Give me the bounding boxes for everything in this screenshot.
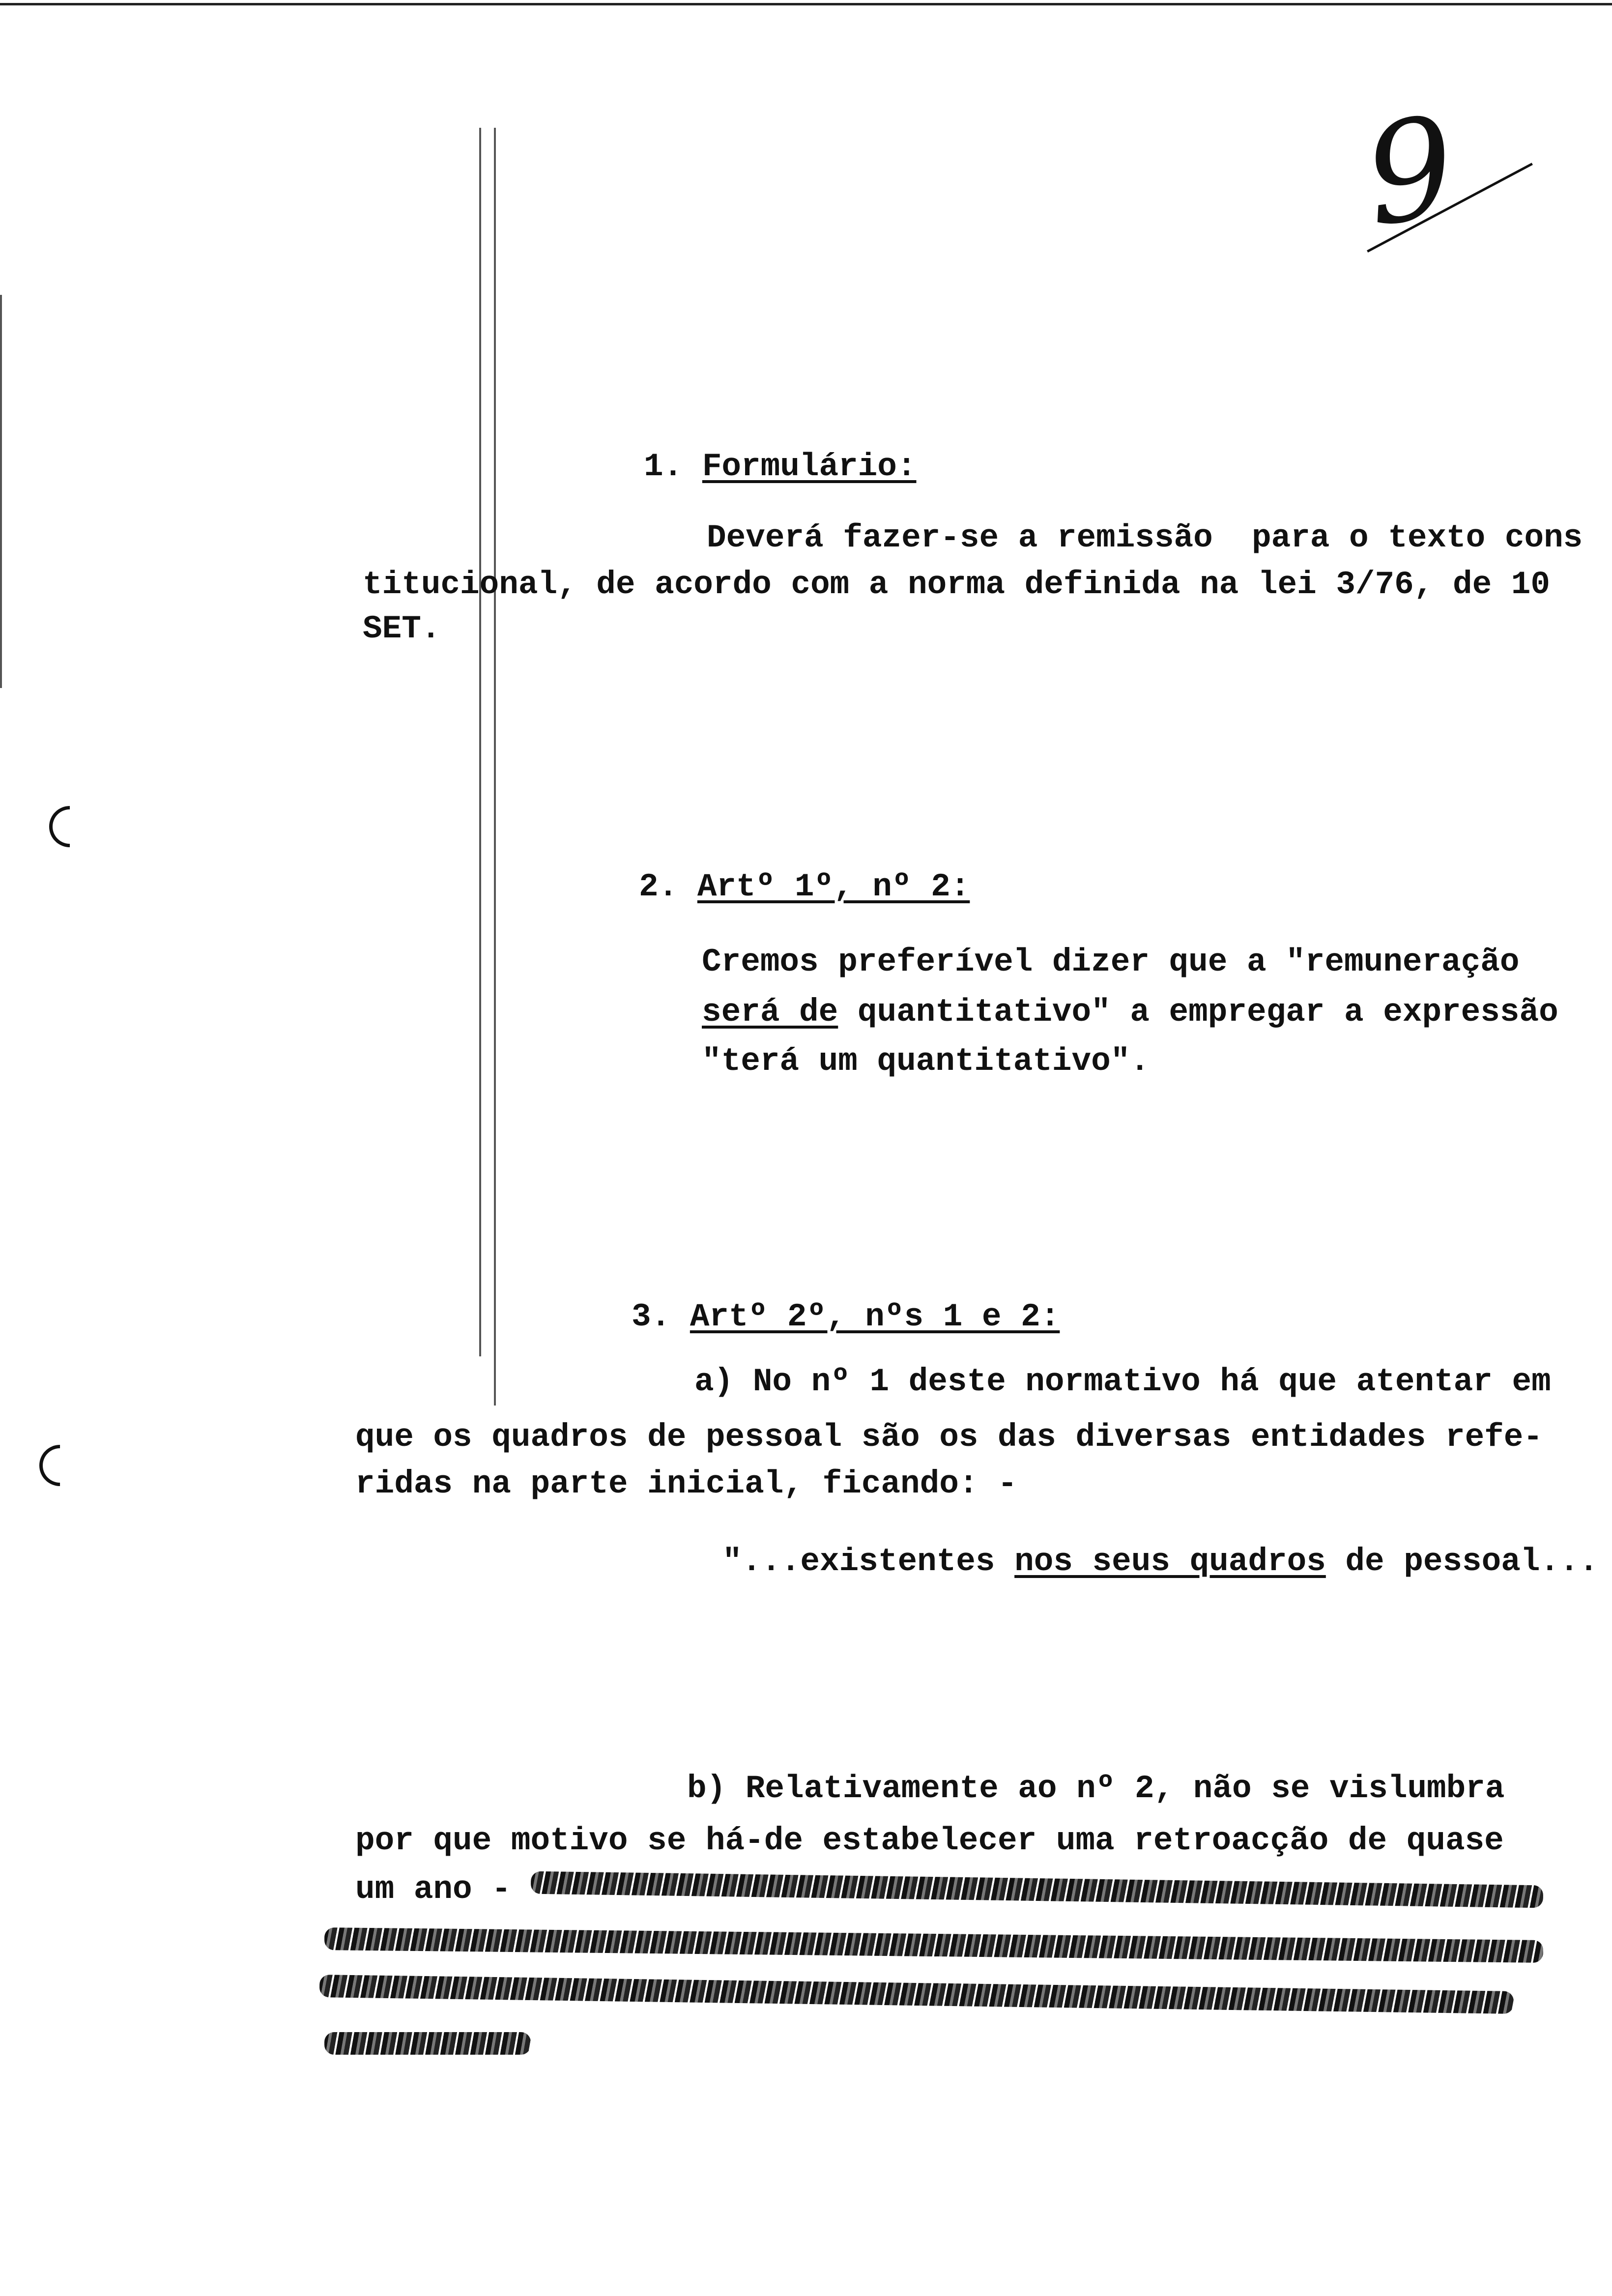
handwritten-page-mark: 9 [1355,86,1465,258]
section-title: Artº 2º, nºs 1 e 2: [690,1298,1060,1335]
scan-artifact-line [494,128,496,1406]
section-number: 1. [644,448,683,485]
paragraph-line: um ano - [355,1871,511,1908]
paragraph-line: Deverá fazer-se a remissão para o texto cons [707,519,1583,556]
redacted-scribble [531,1871,1543,1908]
redacted-scribble [319,1975,1514,2014]
paragraph-line: por que motivo se há-de estabelecer uma retroacção de quase [355,1822,1504,1859]
underlined-phrase: nos seus quadros [1014,1543,1326,1580]
scan-edge-line [0,295,2,688]
punch-hole-mark [41,798,99,856]
paragraph-line: "terá um quantitativo". [702,1043,1150,1080]
paragraph-line: que os quadros de pessoal são os das diversas entidades refe- [355,1419,1543,1456]
section-title: Artº 1º, nº 2: [697,868,970,905]
paragraph-line: ridas na parte inicial, ficando: - [355,1465,1017,1502]
scan-border-line [0,3,1612,5]
paragraph-line: Cremos preferível dizer que a "remuneração [702,944,1520,980]
paragraph-line: titucional, de acordo com a norma definida na lei 3/76, de 10 [363,566,1550,603]
text-segment: de pessoal... [1325,1543,1599,1580]
scan-artifact-line [479,128,481,1356]
section-3-heading [632,1297,1060,1337]
paragraph-line: SET. [363,610,441,647]
text-segment: quantitativo" a empregar a expressão [838,994,1558,1031]
punch-hole-mark [31,1436,89,1495]
paragraph-line: b) Relativamente ao nº 2, não se vislumbra [687,1770,1505,1807]
paragraph-line [702,993,1558,1032]
quoted-line [722,1542,1598,1581]
redacted-scribble [324,1927,1543,1963]
section-1-heading [644,447,917,487]
redacted-scribble [324,2032,531,2055]
section-title: Formulário: [702,448,917,485]
underlined-phrase: será de [702,994,838,1031]
paragraph-line: a) No nº 1 deste normativo há que atentar em [694,1363,1551,1400]
section-2-heading [639,867,970,907]
section-number: 3. [632,1298,671,1335]
section-number: 2. [639,868,678,905]
text-segment: "...existentes [722,1543,1015,1580]
